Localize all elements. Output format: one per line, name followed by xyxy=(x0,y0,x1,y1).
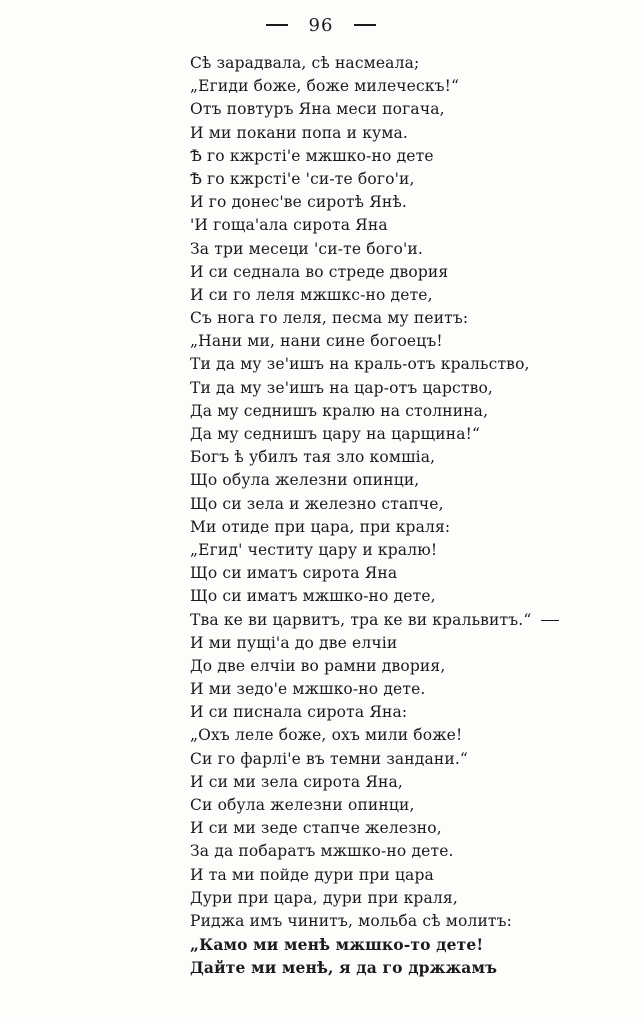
poem-line: Дури при цара, дури при краля, xyxy=(190,888,458,907)
poem-line: И та ми пойде дури при цара xyxy=(190,865,434,884)
poem-line: „Охъ леле боже, охъ мили боже! xyxy=(190,726,463,745)
poem-line: И си писнала сирота Яна: xyxy=(190,703,408,722)
poem-line: За да побаратъ мжшко-но дете. xyxy=(190,842,454,861)
poem-line: И ми зедо'е мжшко-но дете. xyxy=(190,680,426,699)
poem-line: Да му седнишъ цару на царщина!“ xyxy=(190,425,481,443)
poem-line: „Нани ми, нани сине богоецъ! xyxy=(190,332,443,351)
poem-line: Що си зела и железно стапче, xyxy=(190,494,444,513)
poem-line-with-dash xyxy=(190,609,610,632)
poem-line: И си ми зела сирота Яна, xyxy=(190,772,403,791)
poem-line: Ѣ го кжрсті'е 'си-те бого'и, xyxy=(190,169,415,188)
poem-line: „Егид' честиту цару и кралю! xyxy=(190,540,438,559)
poem-line: Ти да му зе'ишъ на краль-отъ кральство, xyxy=(190,355,530,374)
poem-line: 'И гоща'ала сирота Яна xyxy=(190,216,388,235)
poem-line: За три месеци 'си-те бого'и. xyxy=(190,239,423,258)
poem-line: Що си иматъ сирота Яна xyxy=(190,564,398,583)
poem-line: Що си иматъ мжшко-но дете, xyxy=(190,587,436,606)
poem-line: Богъ ѣ убилъ тая зло комшіа, xyxy=(190,448,436,467)
poem-line: Ти да му зе'ишъ на цар-отъ царство, xyxy=(190,378,494,397)
poem-line: Отъ повтуръ Яна меси погача, xyxy=(190,100,445,119)
poem-line: Съ нога го леля, песма му пеитъ: xyxy=(190,309,469,328)
poem-line: И го донес'ве сиротѣ Янѣ. xyxy=(190,193,407,212)
poem-line: Си обула железни опинци, xyxy=(190,796,415,814)
header-dash-right xyxy=(354,24,376,26)
poem-line: Що обула железни опинци, xyxy=(190,471,420,490)
poem-line: И ми пущі'а до две елчіи xyxy=(190,633,398,652)
poem-line: Риджа имъ чинитъ, мольба сѣ молитъ: xyxy=(190,911,513,930)
poem-line: Си го фарлі'е въ темни зандани.“ xyxy=(190,749,468,768)
poem-line: Да му седнишъ кралю на столнина, xyxy=(190,401,489,420)
page-number: 96 xyxy=(308,14,334,36)
poem-line: Ѣ го кжрсті'е мжшко-но дете xyxy=(190,146,434,165)
end-dash xyxy=(541,620,559,621)
poem-line-text: Тва ке ви царвитъ, тра ке ви кральвитъ.“ xyxy=(190,610,532,629)
poem-line: И си го леля мжшкс-но дете, xyxy=(190,285,433,304)
poem-line: И си седнала во стреде двория xyxy=(190,262,449,281)
header-dash-left xyxy=(266,24,288,26)
poem-line: И си ми зеде стапче железно, xyxy=(190,819,442,838)
poem-line: До две елчіи во рамни двория, xyxy=(190,656,446,675)
poem-line: Сѣ зарадвала, сѣ насмеала; xyxy=(190,54,420,72)
poem-line: „Егиди боже, боже милеческъ!“ xyxy=(190,77,460,96)
poem-line: Ми отиде при цара, при краля: xyxy=(190,517,451,536)
poem-text xyxy=(190,52,610,980)
poem-line: „Камо ми менѣ мжшко-то дете! xyxy=(190,935,484,955)
page-header xyxy=(0,14,642,36)
poem-line: И ми покани попа и кума. xyxy=(190,123,408,142)
poem-line: Дайте ми менѣ, я да го држжамъ xyxy=(190,958,498,978)
